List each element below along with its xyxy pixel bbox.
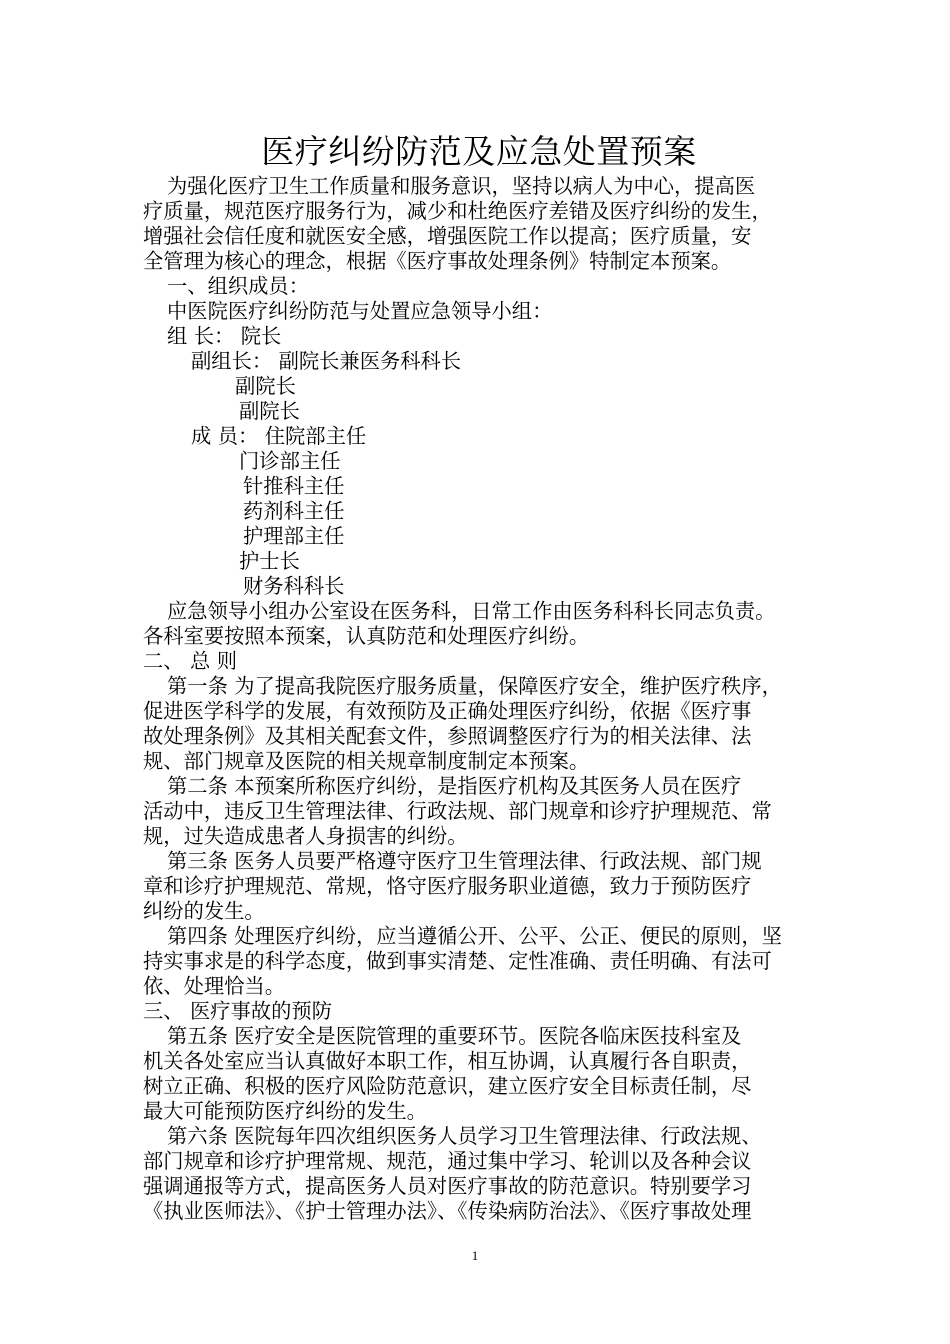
text-line: 药剂科主任 — [243, 499, 345, 523]
text-line: 一、组织成员： — [167, 274, 309, 298]
document-body — [143, 130, 815, 1224]
text-line: 应急领导小组办公室设在医务科，日常工作由医务科科长同志负责。 — [167, 599, 776, 623]
text-line: 故处理条例》及其相关配套文件，参照调整医疗行为的相关法律、法 — [143, 724, 752, 748]
text-line: 中医院医疗纠纷防范与处置应急领导小组： — [167, 299, 553, 323]
text-line: 疗质量，规范医疗服务行为，减少和杜绝医疗差错及医疗纠纷的发生， — [143, 199, 772, 223]
text-line: 副院长 — [235, 374, 296, 398]
document-text — [143, 174, 815, 1224]
text-line: 规，过失造成患者人身损害的纠纷。 — [143, 824, 468, 848]
text-line: 门诊部主任 — [239, 449, 341, 473]
text-line: 财务科科长 — [243, 574, 345, 598]
text-line: 第四条 处理医疗纠纷，应当遵循公开、公平、公正、便民的原则，坚 — [167, 924, 782, 948]
text-line: 副院长 — [239, 399, 300, 423]
text-line: 副组长： 副院长兼医务科科长 — [191, 349, 462, 373]
text-line: 组 长： 院长 — [167, 324, 282, 348]
text-line: 成 员： 住院部主任 — [191, 424, 367, 448]
text-line: 树立正确、积极的医疗风险防范意识，建立医疗安全目标责任制，尽 — [143, 1074, 752, 1098]
text-line: 为强化医疗卫生工作质量和服务意识，坚持以病人为中心，提高医 — [167, 174, 756, 198]
text-line: 部门规章和诊疗护理常规、规范，通过集中学习、轮训以及各种会议 — [143, 1149, 752, 1173]
text-line: 规、部门规章及医院的相关规章制度制定本预案。 — [143, 749, 590, 773]
text-line: 活动中，违反卫生管理法律、行政法规、部门规章和诊疗护理规范、常 — [143, 799, 772, 823]
text-line: 《执业医师法》、《护士管理办法》、《传染病防治法》、《医疗事故处理 — [143, 1199, 752, 1223]
text-line: 第六条 医院每年四次组织医务人员学习卫生管理法律、行政法规、 — [167, 1124, 762, 1148]
text-line: 护理部主任 — [243, 524, 345, 548]
text-line: 第二条 本预案所称医疗纠纷，是指医疗机构及其医务人员在医疗 — [167, 774, 742, 798]
text-line: 二、 总 则 — [143, 649, 238, 673]
text-line: 最大可能预防医疗纠纷的发生。 — [143, 1099, 427, 1123]
text-line: 机关各处室应当认真做好本职工作，相互协调，认真履行各自职责， — [143, 1049, 752, 1073]
page-number: 1 — [471, 1248, 479, 1263]
text-line: 纠纷的发生。 — [143, 899, 265, 923]
text-line: 第三条 医务人员要严格遵守医疗卫生管理法律、行政法规、部门规 — [167, 849, 762, 873]
text-line: 依、处理恰当。 — [143, 974, 285, 998]
text-line: 第一条 为了提高我院医疗服务质量，保障医疗安全，维护医疗秩序， — [167, 674, 782, 698]
document-title: 医疗纠纷防范及应急处置预案 — [261, 132, 697, 171]
text-line: 持实事求是的科学态度，做到事实清楚、定性准确、责任明确、有法可 — [143, 949, 772, 973]
text-line: 三、 医疗事故的预防 — [143, 999, 332, 1023]
text-line: 针推科主任 — [243, 474, 345, 498]
text-line: 促进医学科学的发展，有效预防及正确处理医疗纠纷，依据《医疗事 — [143, 699, 752, 723]
text-line: 第五条 医疗安全是医院管理的重要环节。医院各临床医技科室及 — [167, 1024, 742, 1048]
text-line: 全管理为核心的理念，根据《医疗事故处理条例》特制定本预案。 — [143, 249, 732, 273]
text-line: 强调通报等方式，提高医务人员对医疗事故的防范意识。特别要学习 — [143, 1174, 752, 1198]
text-line: 各科室要按照本预案，认真防范和处理医疗纠纷。 — [143, 624, 590, 648]
text-line: 护士长 — [239, 549, 300, 573]
text-line: 章和诊疗护理规范、常规，恪守医疗服务职业道德，致力于预防医疗 — [143, 874, 752, 898]
text-line: 增强社会信任度和就医安全感，增强医院工作以提高；医疗质量，安 — [143, 224, 752, 248]
